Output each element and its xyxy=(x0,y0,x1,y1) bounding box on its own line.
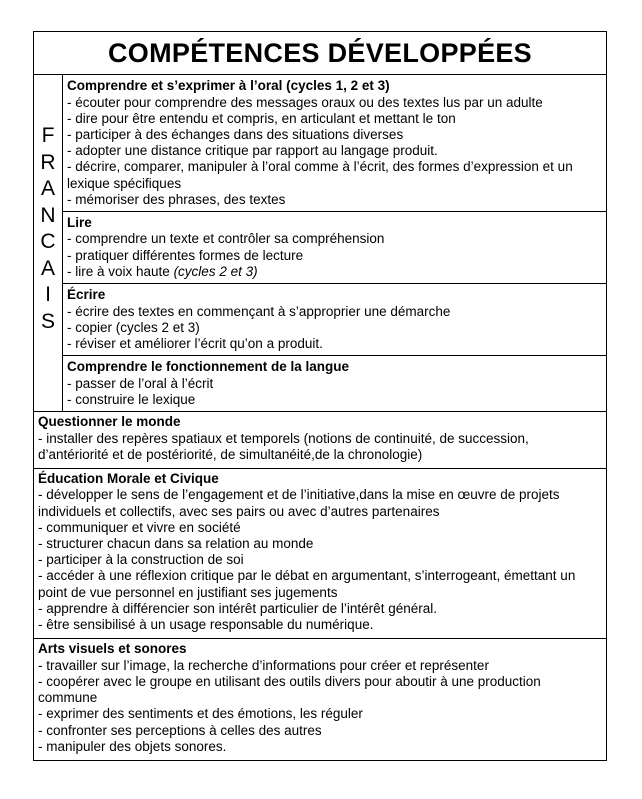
list-item: - structurer chacun dans sa relation au monde xyxy=(38,536,314,552)
ecrire-section xyxy=(63,284,606,356)
list-item: - coopérer avec le groupe en utilisant des outils divers pour aboutir à une production commune xyxy=(38,673,541,706)
competences-table xyxy=(33,31,607,761)
vertical-letter: S xyxy=(40,309,55,333)
vertical-letter: A xyxy=(40,256,55,280)
list-item: - être sensibilisé à un usage responsable du numérique. xyxy=(38,617,374,633)
list-item: - accéder à une réflexion critique par le débat en argumentant, s’interrogeant, émettant un point de vue personnel en justifiant ses jugements xyxy=(38,568,576,600)
list-item: - travailler sur l’image, la recherche d’informations pour créer et représenter xyxy=(38,657,489,673)
list-item: - écouter pour comprendre des messages oraux ou des textes lus par un adulte xyxy=(67,94,543,110)
list-item: - installer des repères spatiaux et temporels (notions de continuité, de succession, d’antériorité et de postériorité, de simultanéité,de la chronologie) xyxy=(38,430,529,462)
list-item: - communiquer et vivre en société xyxy=(38,519,241,535)
oral-section xyxy=(63,75,606,212)
list-item: - décrire, comparer, manipuler à l’oral comme à l’écrit, des formes d’expression et un lexique spécifiques xyxy=(67,159,573,191)
lire-section xyxy=(63,212,606,284)
arts-section xyxy=(34,639,606,760)
list-item: - passer de l’oral à l’écrit xyxy=(67,375,214,391)
list-item: - adopter une distance critique par rapport au langage produit. xyxy=(67,143,438,159)
page-title: COMPÉTENCES DÉVELOPPÉES xyxy=(34,32,606,75)
francais-subsections xyxy=(63,75,606,411)
emc-section xyxy=(34,469,606,639)
list-item xyxy=(67,264,602,280)
francais-section xyxy=(34,75,606,412)
list-item: - développer le sens de l’engagement et de l’initiative,dans la mise en œuvre de projets individuels et collectifs, avec ses pairs ou avec d’autres partenaires xyxy=(38,487,560,519)
section-heading: Arts visuels et sonores xyxy=(38,641,187,657)
list-item-text: - lire à voix haute xyxy=(67,263,174,279)
list-item: - écrire des textes en commençant à s’approprier une démarche xyxy=(67,303,451,319)
list-item: - réviser et améliorer l’écrit qu’on a produit. xyxy=(67,335,323,351)
list-item: - exprimer des sentiments et des émotions, les réguler xyxy=(38,706,363,722)
langue-section xyxy=(63,356,606,411)
section-heading: Comprendre le fonctionnement de la langue xyxy=(67,359,350,375)
list-item: - participer à la construction de soi xyxy=(38,552,244,568)
vertical-letter: R xyxy=(40,150,56,174)
list-item-italic: (cycles 2 et 3) xyxy=(173,263,258,279)
vertical-letter: N xyxy=(40,203,56,227)
list-item: - copier (cycles 2 et 3) xyxy=(67,319,200,335)
vertical-letter: A xyxy=(40,177,55,200)
section-heading: Comprendre et s’exprimer à l’oral (cycles 1, 2 et 3) xyxy=(67,78,390,93)
list-item: - construire le lexique xyxy=(67,391,196,407)
list-item: - comprendre un texte et contrôler sa compréhension xyxy=(67,231,385,247)
list-item: - mémoriser des phrases, des textes xyxy=(67,191,286,207)
list-item: - confronter ses perceptions à celles des autres xyxy=(38,722,322,738)
vertical-letter: C xyxy=(40,230,56,253)
section-heading: Questionner le monde xyxy=(38,414,181,430)
list-item: - dire pour être entendu et compris, en articulant et mettant le ton xyxy=(67,110,456,126)
vertical-letter: F xyxy=(41,124,55,147)
list-item: - pratiquer différentes formes de lecture xyxy=(67,247,304,263)
francais-vertical-label xyxy=(34,75,63,411)
section-heading: Lire xyxy=(67,214,92,230)
section-heading: Éducation Morale et Civique xyxy=(38,470,219,486)
list-item: - participer à des échanges dans des situations diverses xyxy=(67,126,404,142)
list-item: - apprendre à différencier son intérêt particulier de l’intérêt général. xyxy=(38,600,437,616)
section-heading: Écrire xyxy=(67,287,106,303)
list-item: - manipuler des objets sonores. xyxy=(38,738,227,754)
questionner-monde-section xyxy=(34,412,606,469)
vertical-letter: I xyxy=(45,283,51,306)
